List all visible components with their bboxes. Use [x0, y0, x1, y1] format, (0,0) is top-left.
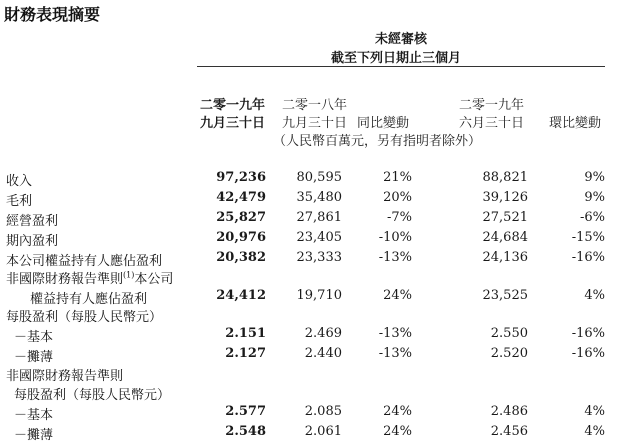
row-eps-heading: 每股盈利（每股人民幣元） [6, 310, 163, 325]
row-revenue-v4: 88,821 [482, 170, 528, 185]
row-eps-diluted-v1: 2.127 [225, 346, 266, 361]
row-eps-basic-v5: -16% [571, 326, 605, 341]
row-eps-diluted-v3: -13% [378, 346, 412, 361]
page-title: 財務表現摘要 [4, 5, 101, 24]
row-operating-profit-v4: 27,521 [482, 210, 528, 225]
header-col2-line2: 九月三十日 [282, 116, 348, 131]
row-period-profit-v1: 20,976 [216, 230, 266, 245]
row-revenue-v1: 97,236 [216, 170, 266, 185]
row-eps-basic-v2: 2.469 [304, 326, 342, 341]
row-non-ifrs-profit-v5: 4% [584, 288, 605, 303]
row-eps-diluted-v2: 2.440 [304, 346, 342, 361]
row-eps-diluted-label: －攤薄 [14, 350, 54, 365]
row-non-ifrs-heading: 非國際財務報告準則 [6, 369, 124, 384]
header-col2-line1: 二零一八年 [282, 98, 348, 113]
row-non-ifrs-profit-v4: 23,525 [482, 288, 528, 303]
row-non-ifrs-eps-diluted-v2: 2.061 [304, 424, 342, 439]
row-eps-diluted-v5: -16% [571, 346, 605, 361]
row-non-ifrs-eps-basic-v2: 2.085 [304, 404, 342, 419]
row-non-ifrs-eps-diluted-v3: 24% [383, 424, 412, 439]
header-col1-line2: 九月三十日 [200, 116, 266, 131]
row-operating-profit-label: 經營盈利 [6, 214, 59, 229]
row-operating-profit-v5: -6% [579, 210, 605, 225]
row-period-profit-v5: -15% [571, 230, 605, 245]
row-revenue-v2: 80,595 [296, 170, 342, 185]
row-attributable-profit-v2: 23,333 [296, 250, 342, 265]
row-operating-profit-v1: 25,827 [216, 210, 266, 225]
row-operating-profit-v3: -7% [386, 210, 412, 225]
row-non-ifrs-eps-basic-label: －基本 [14, 408, 54, 423]
header-unit-note: （人民幣百萬元，另有指明者除外） [273, 134, 482, 149]
row-eps-basic-v1: 2.151 [225, 326, 266, 341]
row-gross-profit-label: 毛利 [6, 194, 33, 209]
row-attributable-profit-label: 本公司權益持有人應佔盈利 [6, 254, 163, 269]
row-non-ifrs-profit-v3: 24% [383, 288, 412, 303]
row-gross-profit-v2: 35,480 [296, 190, 342, 205]
row-non-ifrs-eps-basic-v1: 2.577 [225, 404, 266, 419]
row-non-ifrs-profit-label-b: 本公司 [134, 272, 174, 287]
row-non-ifrs-eps-basic-v3: 24% [383, 404, 412, 419]
row-non-ifrs-eps-basic-v5: 4% [584, 404, 605, 419]
row-non-ifrs-eps-heading: 每股盈利（每股人民幣元） [14, 388, 171, 403]
row-gross-profit-v1: 42,479 [216, 190, 266, 205]
row-non-ifrs-eps-diluted-v1: 2.548 [225, 424, 266, 439]
header-rule [197, 66, 605, 67]
row-eps-basic-label: －基本 [14, 330, 54, 345]
header-col4-line2: 六月三十日 [459, 116, 525, 131]
row-non-ifrs-eps-diluted-v5: 4% [584, 424, 605, 439]
header-col5: 環比變動 [549, 116, 602, 131]
row-attributable-profit-v3: -13% [378, 250, 412, 265]
header-unaudited: 未經審核 [375, 32, 428, 47]
row-revenue-v3: 21% [383, 170, 412, 185]
row-attributable-profit-v5: -16% [571, 250, 605, 265]
row-non-ifrs-eps-diluted-v4: 2.456 [490, 424, 528, 439]
row-gross-profit-v3: 20% [383, 190, 412, 205]
row-eps-basic-v3: -13% [378, 326, 412, 341]
footnote-marker: (1) [123, 270, 135, 280]
row-non-ifrs-profit-label-a: 非國際財務報告準則 [6, 272, 124, 287]
row-period-profit-v4: 24,684 [482, 230, 528, 245]
row-non-ifrs-eps-basic-v4: 2.486 [490, 404, 528, 419]
row-eps-basic-v4: 2.550 [490, 326, 528, 341]
row-non-ifrs-profit-v2: 19,710 [296, 288, 342, 303]
row-revenue-v5: 9% [584, 170, 605, 185]
row-non-ifrs-profit-label-line2: 權益持有人應佔盈利 [30, 292, 148, 307]
row-attributable-profit-v1: 20,382 [216, 250, 266, 265]
header-period: 截至下列日期止三個月 [331, 51, 462, 66]
header-col4-line1: 二零一九年 [459, 98, 525, 113]
row-operating-profit-v2: 27,861 [296, 210, 342, 225]
row-gross-profit-v5: 9% [584, 190, 605, 205]
header-col1-line1: 二零一九年 [200, 98, 266, 113]
row-period-profit-label: 期內盈利 [6, 234, 59, 249]
row-period-profit-v3: -10% [378, 230, 412, 245]
row-revenue-label: 收入 [6, 174, 33, 189]
row-gross-profit-v4: 39,126 [482, 190, 528, 205]
row-attributable-profit-v4: 24,136 [482, 250, 528, 265]
row-non-ifrs-eps-diluted-label: －攤薄 [14, 428, 54, 443]
row-eps-diluted-v4: 2.520 [490, 346, 528, 361]
header-col3: 同比變動 [357, 116, 410, 131]
row-period-profit-v2: 23,405 [296, 230, 342, 245]
row-non-ifrs-profit-v1: 24,412 [216, 288, 266, 303]
row-non-ifrs-profit-label-line1 [6, 268, 173, 287]
